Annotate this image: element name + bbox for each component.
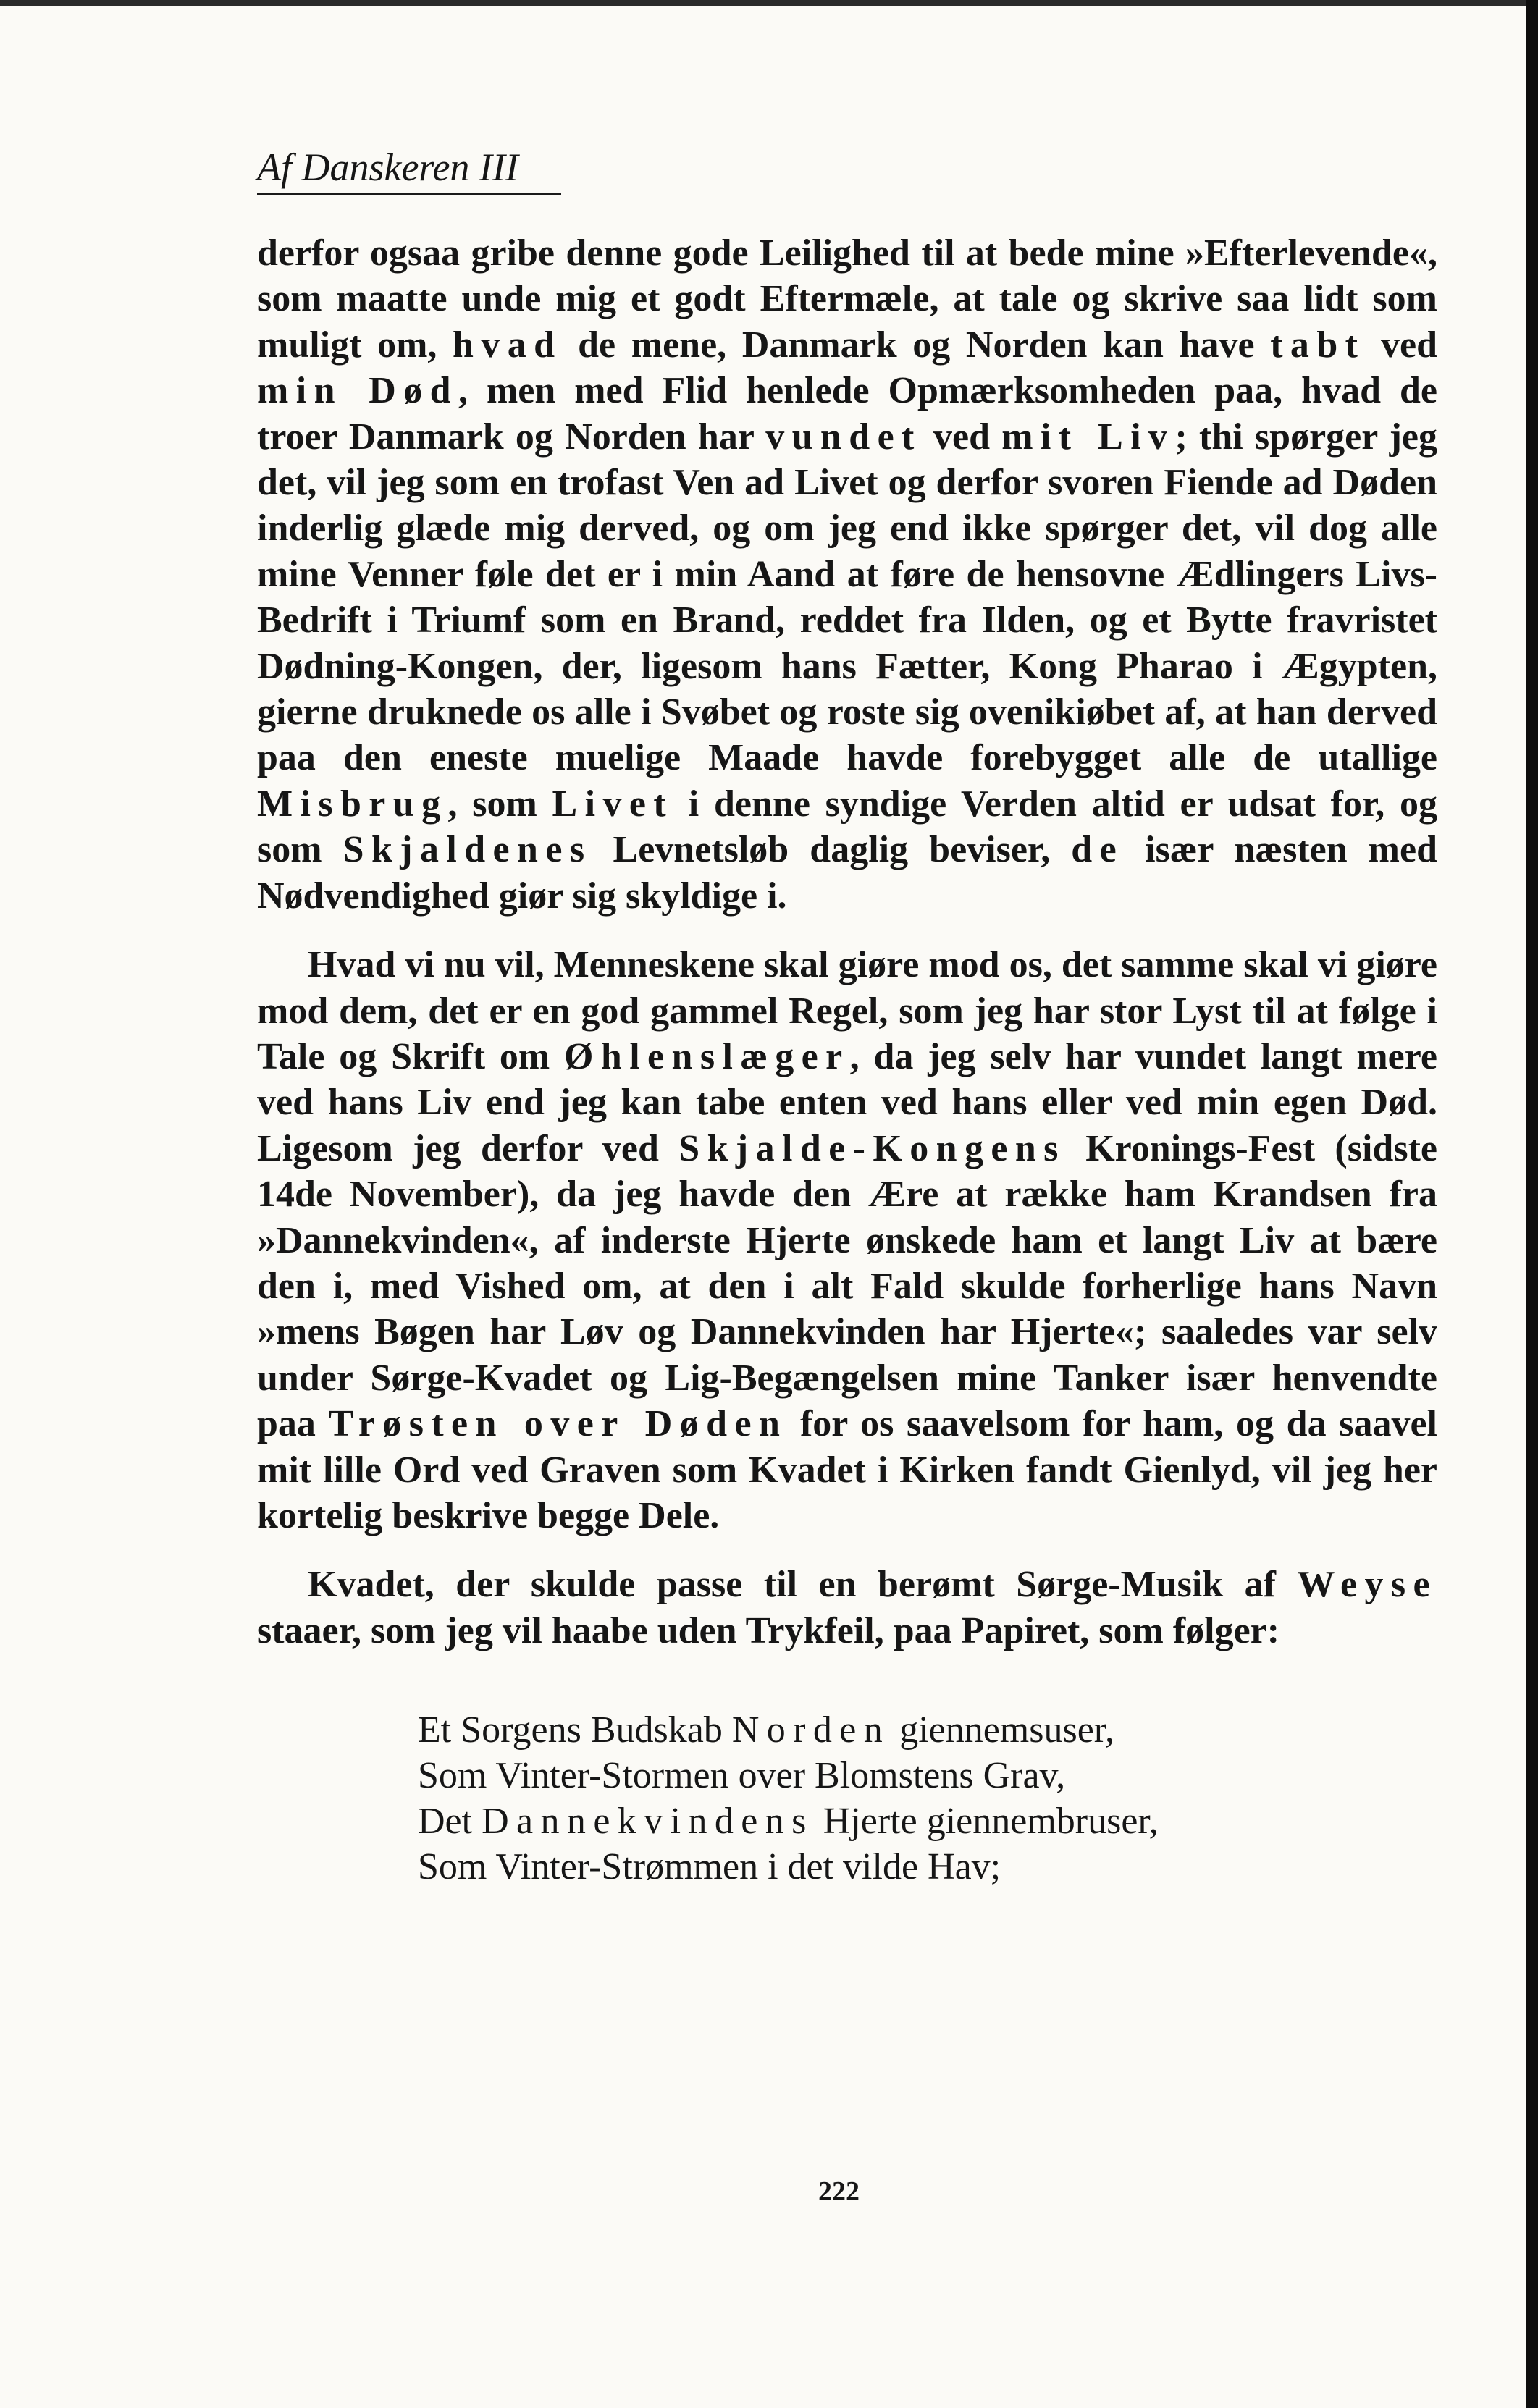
text-run: Det — [418, 1801, 482, 1843]
text-run: Som Vinter-Strømmen i det vilde Hav; — [418, 1846, 1001, 1888]
spaced-emphasis: Weyse — [1297, 1564, 1437, 1606]
spaced-emphasis: Trøsten over Døden — [328, 1403, 788, 1445]
text-run: ; thi spørger jeg det, vil jeg som en trofast Ven ad Livet og derfor svoren Fiende ad Døden inderlig glæde mig derved, og om jeg end ikke spørger det, vil dog alle mine Venner føle det er i min Aand at føre de hensovne Ædlingers Livs-Bedrift i Triumf som en Brand, reddet fra Ilden, og et Bytte fravristet Dødning-Kongen, der, ligesom hans Fætter, Kong Pharao i Ægypten, gierne druknede os alle i Svøbet og roste sig ovenikiøbet af, at han derved paa den eneste muelige Maade havde forebygget alle de utallige — [257, 416, 1437, 779]
spaced-emphasis: Misbrug — [257, 783, 448, 825]
text-run: Kronings-Fest (sidste 14de November), da jeg havde den Ære at række ham Krandsen fra »Dannekvinden«, af inderste Hjerte ønskede ham et langt Liv at bære den i, med Vished om, at den i alt Fald skulde forherlige hans Navn »mens Bøgen har Løv og Dannekvinden har Hjerte«; saaledes var selv under Sørge-Kvadet og Lig-Begængelsen mine Tanker især henvendte paa — [257, 1127, 1437, 1445]
body-text — [257, 230, 1437, 1890]
scan-right-edge — [1526, 0, 1538, 2408]
spaced-emphasis: Norden — [731, 1709, 891, 1751]
verse-stanza — [418, 1707, 1437, 1890]
text-run: staaer, som jeg vil haabe uden Trykfeil, paa Papiret, som følger: — [257, 1609, 1280, 1651]
text-run: i denne syndige Verden altid er udsat for, og som — [257, 783, 1437, 871]
running-head-rule — [257, 193, 561, 195]
text-run: derfor ogsaa gribe denne gode Leilighed til at bede mine »Efterlevende«, som maatte unde mig et godt Eftermæle, at tale og skrive saa lidt som muligt om, — [257, 232, 1437, 366]
text-run: Et Sorgens Budskab — [418, 1709, 732, 1751]
text-run: Hjerte giennembruser, — [813, 1801, 1159, 1843]
text-run: for os saavelsom for ham, og da saavel mit lille Ord ved Graven som Kvadet i Kirken fandt Gienlyd, vil jeg her kortelig beskrive begge Dele. — [257, 1403, 1437, 1536]
spaced-emphasis: mit Liv — [1001, 416, 1175, 458]
spaced-emphasis: min Død — [257, 370, 458, 412]
text-run: , som — [447, 783, 552, 825]
text-run: Levnetsløb daglig beviser, — [592, 829, 1072, 871]
text-run: Som Vinter-Stormen over Blomstens Grav, — [418, 1755, 1066, 1797]
text-run: især næsten med Nødvendighed giør sig skyldige i. — [257, 829, 1437, 917]
scan-top-edge — [0, 0, 1538, 6]
text-run: de mene, Danmark og Norden kan have — [562, 324, 1271, 366]
paragraph — [257, 230, 1437, 919]
text-run: , men med Flid henlede Opmærksomheden paa, hvad de troer Danmark og Norden har — [257, 370, 1437, 458]
spaced-emphasis: tabt — [1270, 324, 1366, 366]
text-run: Kvadet, der skulde passe til en berømt Sørge-Musik af — [308, 1564, 1298, 1606]
verse-line — [418, 1798, 1437, 1844]
spaced-emphasis: vundet — [765, 416, 922, 458]
spaced-emphasis: Dannekvindens — [482, 1801, 814, 1843]
spaced-emphasis: de — [1071, 829, 1125, 871]
page-number: 222 — [818, 2176, 860, 2207]
text-run: giennemsuser, — [890, 1709, 1115, 1751]
text-run: , da jeg selv har vundet langt mere ved hans Liv end jeg kan tabe enten ved hans eller ved min egen Død. Ligesom jeg derfor ved — [257, 1035, 1437, 1169]
running-head: Af Danskeren III — [257, 146, 518, 189]
spaced-emphasis: hvad — [453, 324, 563, 366]
verse-line — [418, 1844, 1437, 1890]
paragraph — [257, 942, 1437, 1538]
spaced-emphasis: Livet — [552, 783, 674, 825]
paragraph — [257, 1562, 1437, 1654]
text-run: ved — [1365, 324, 1437, 366]
spaced-emphasis: Skjalde-Kongens — [678, 1127, 1066, 1169]
text-run: Hvad vi nu vil, Menneskene skal giøre mod os, det samme skal vi giøre mod dem, det er en god gammel Regel, som jeg har stor Lyst til at følge i Tale og Skrift om — [257, 944, 1437, 1077]
verse-line — [418, 1753, 1437, 1798]
spaced-emphasis: Øhlenslæger — [564, 1035, 850, 1077]
text-run: ved — [921, 416, 1002, 458]
spaced-emphasis: Skjaldenes — [343, 829, 592, 871]
verse-line — [418, 1707, 1437, 1753]
